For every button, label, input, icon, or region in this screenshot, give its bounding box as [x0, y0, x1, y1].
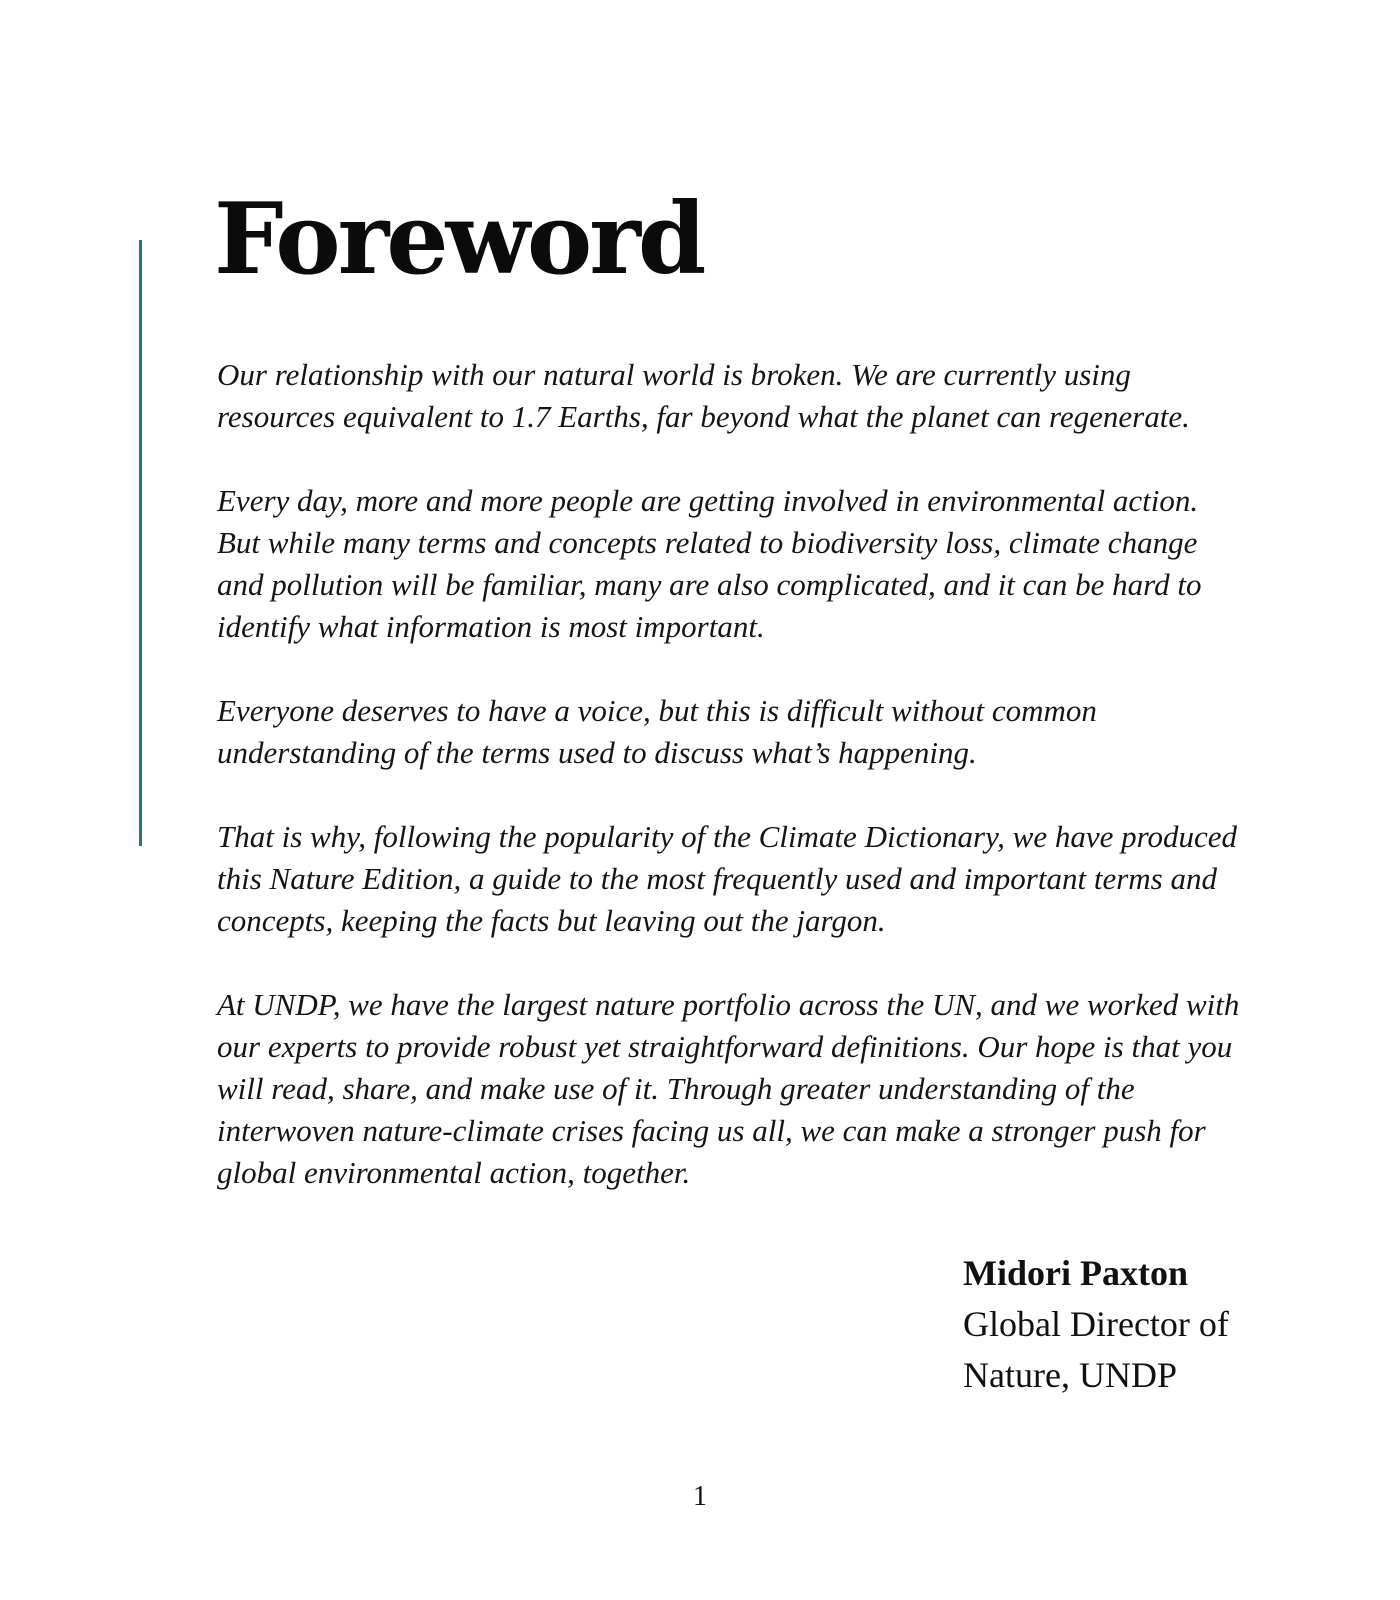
paragraph-5: At UNDP, we have the largest nature portfolio across the UN, and we worked with our experts to provide robust yet straightforward definitions. Our hope is that you will read, share, and make use of it. Through greater understanding of the interwoven nature-climate crises facing us all, we can make a stronger push for global environmental action, together. — [217, 987, 1240, 1190]
signatory-name: Midori Paxton — [963, 1253, 1188, 1293]
paragraph-4: That is why, following the popularity of the Climate Dictionary, we have produced this Nature Edition, a guide to the most frequently used and important terms and concepts, keeping the facts but leaving out the jargon. — [217, 819, 1238, 938]
paragraph-3: Everyone deserves to have a voice, but this is difficult without common understanding of the terms used to discuss what’s happening. — [217, 693, 1097, 770]
signatory-role-line-1: Global Director of — [963, 1304, 1229, 1344]
accent-vertical-rule — [139, 240, 142, 846]
page-title: Foreword — [214, 182, 704, 297]
signature-block — [963, 1248, 1229, 1401]
paragraph-1: Our relationship with our natural world is broken. We are currently using resources equivalent to 1.7 Earths, far beyond what the planet can regenerate. — [217, 357, 1190, 434]
foreword-body — [217, 354, 1242, 1236]
page-number: 1 — [693, 1481, 707, 1512]
paragraph-2: Every day, more and more people are getting involved in environmental action. But while many terms and concepts related to biodiversity loss, climate change and pollution will be familiar, many are also complicated, and it can be hard to identify what information is most important. — [217, 483, 1202, 644]
signatory-role-line-2: Nature, UNDP — [963, 1355, 1177, 1395]
